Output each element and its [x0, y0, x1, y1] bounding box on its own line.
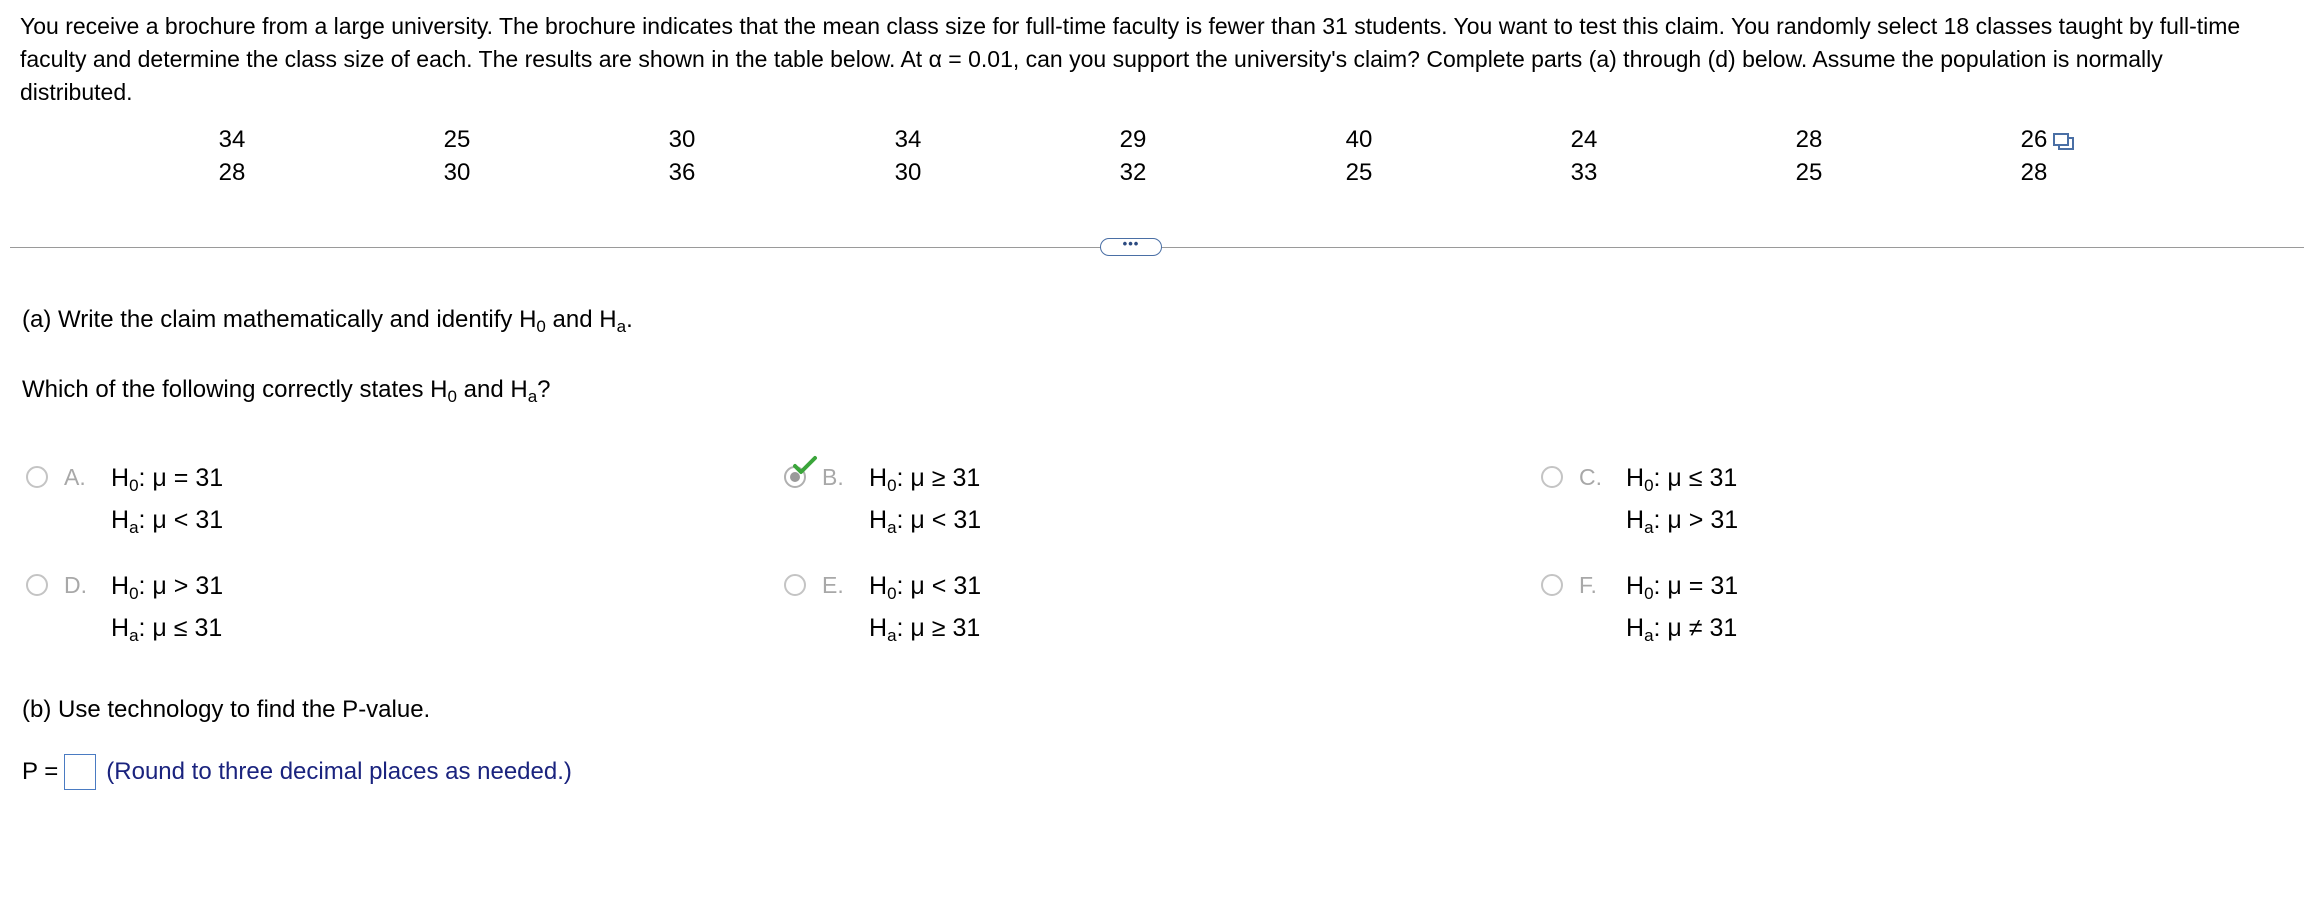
- table-cell: 36: [668, 159, 696, 186]
- part-a-heading: (a) Write the claim mathematically and identify $H_0$ and $H_a$.: [22, 306, 633, 336]
- data-table: [0, 123, 2304, 193]
- rounding-hint: (Round to three decimal places as needed.): [106, 758, 572, 785]
- option-letter: A.: [64, 464, 86, 490]
- ha-statement: $H_a$: μ ≠ 31: [1626, 614, 1738, 645]
- radio-option-c[interactable]: [1541, 466, 1563, 488]
- part-b-heading: (b) Use technology to find the P-value.: [22, 696, 431, 723]
- table-cell: 28: [1795, 126, 1823, 153]
- ha-statement: $H_a$: μ ≤ 31: [111, 614, 223, 645]
- option-letter: D.: [64, 572, 87, 598]
- correct-check-icon: [792, 455, 818, 477]
- copy-data-icon[interactable]: [2052, 132, 2076, 154]
- ha-statement: $H_a$: μ < 31: [111, 506, 224, 537]
- table-cell: 28: [218, 159, 246, 186]
- radio-option-f[interactable]: [1541, 574, 1563, 596]
- table-cell: 34: [894, 126, 922, 153]
- option-hypotheses: [111, 457, 223, 541]
- table-cell: 28: [2020, 159, 2048, 186]
- table-cell: 32: [1119, 159, 1147, 186]
- option-hypotheses: [1626, 457, 1738, 541]
- expand-more-button[interactable]: [1100, 238, 1162, 256]
- table-cell: 25: [443, 126, 471, 153]
- p-value-label: P =: [22, 758, 59, 785]
- table-cell: 30: [443, 159, 471, 186]
- h0-statement: $H_0$: μ ≤ 31: [1626, 464, 1738, 495]
- table-cell: 34: [218, 126, 246, 153]
- problem-statement: You receive a brochure from a large university. The brochure indicates that the mean class size for full-time faculty is fewer than 31 students. You want to test this claim. You randomly select 18 classes taught by full-time faculty and determine the class size of each. The results are shown in the table below. At α = 0.01, can you support the university's claim? Complete parts (a) through (d) below. Assume the population is normally distributed.: [20, 13, 2241, 105]
- table-cell: 25: [1795, 159, 1823, 186]
- p-value-answer-row: [22, 754, 572, 790]
- option-letter: E.: [822, 572, 844, 598]
- table-cell: 30: [894, 159, 922, 186]
- option-hypotheses: [1626, 565, 1738, 649]
- option-letter: C.: [1579, 464, 1602, 490]
- option-hypotheses: [869, 457, 981, 541]
- table-row: [0, 123, 2304, 156]
- h0-statement: $H_0$: μ = 31: [1626, 572, 1739, 603]
- radio-option-a[interactable]: [26, 466, 48, 488]
- table-cell: 25: [1345, 159, 1373, 186]
- option-letter: F.: [1579, 572, 1597, 598]
- h0-statement: $H_0$: μ > 31: [111, 572, 224, 603]
- table-cell: 29: [1119, 126, 1147, 153]
- table-cell: 26: [2020, 126, 2048, 153]
- table-row: [0, 156, 2304, 189]
- h0-statement: $H_0$: μ < 31: [869, 572, 982, 603]
- table-cell: 33: [1570, 159, 1598, 186]
- more-label: •••: [1122, 236, 1140, 251]
- h0-statement: $H_0$: μ ≥ 31: [869, 464, 981, 495]
- table-cell: 30: [668, 126, 696, 153]
- table-cell: 24: [1570, 126, 1598, 153]
- h0-statement: $H_0$: μ = 31: [111, 464, 224, 495]
- ha-statement: $H_a$: μ ≥ 31: [869, 614, 981, 645]
- ha-statement: $H_a$: μ < 31: [869, 506, 982, 537]
- option-letter: B.: [822, 464, 844, 490]
- table-cell: 40: [1345, 126, 1373, 153]
- option-hypotheses: [111, 565, 223, 649]
- radio-option-d[interactable]: [26, 574, 48, 596]
- option-hypotheses: [869, 565, 981, 649]
- p-value-input[interactable]: [64, 754, 96, 790]
- radio-option-e[interactable]: [784, 574, 806, 596]
- part-a-question: Which of the following correctly states $H_0$ and $H_a$?: [22, 376, 551, 406]
- ha-statement: $H_a$: μ > 31: [1626, 506, 1739, 537]
